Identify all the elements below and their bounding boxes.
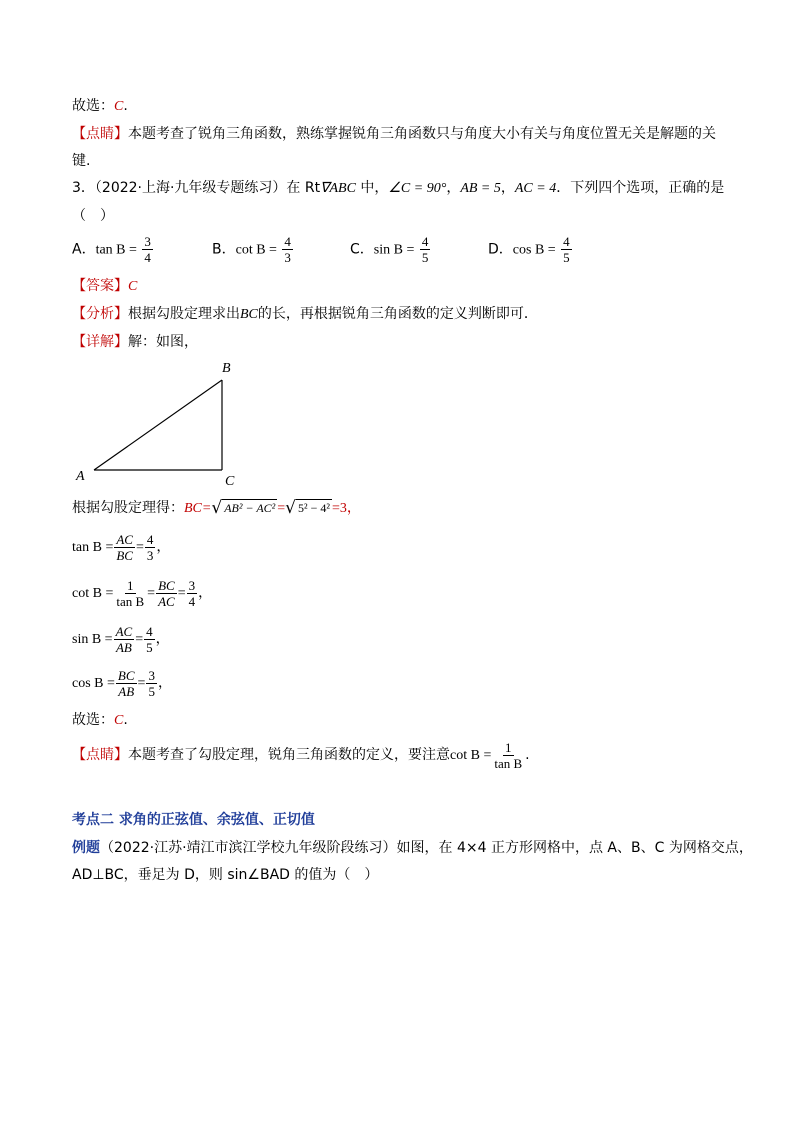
calc-fraction-3 [187,578,198,609]
numerator: AC [115,623,133,639]
denominator: 3 [284,250,291,265]
calc-cot [72,576,212,611]
equals: = [277,501,286,516]
calc-sin [72,622,170,657]
numerator: AC [116,531,133,547]
numerator: 4 [421,234,429,249]
calc-cos [72,666,172,701]
answer-value: C [114,99,124,114]
calc-fraction-2 [146,668,157,699]
numerator: 4 [146,623,153,639]
example-line2 [72,865,378,885]
answer-label: 故选： [72,98,114,114]
previous-note-line2 [72,151,90,171]
previous-answer [72,96,128,117]
denominator: 5 [148,683,155,699]
final-answer [72,710,128,731]
option-function: sin B = [373,242,415,258]
condition-ac: AC = 4 [514,181,557,196]
example-text: （2022·江苏·靖江市滨江学校九年级阶段练习）如图，在 4×4 正方形网格中，点 A、B、C 为网格交点， [100,840,753,856]
side-ab [94,380,222,470]
sqrt-expression-2: √ 5² − 4² [285,498,330,518]
calc-fraction [116,668,137,699]
equals: = [147,586,156,601]
denominator: tan B [116,593,145,609]
option-fraction [561,234,572,265]
analysis-text-cont: 的长，再根据锐角三角函数的定义判断即可． [257,306,538,322]
note-line [72,738,530,773]
equals: = [177,586,186,601]
separator: ， [446,180,461,196]
note-tag: 【点睛】 [72,747,128,763]
numerator: 3 [144,234,151,249]
example-line1 [72,838,753,858]
denominator: AB [118,683,135,699]
pythagoras-text: 根据勾股定理得： [72,500,184,516]
numerator: 4 [284,234,291,249]
condition-angle: ∠C = 90° [388,181,447,196]
numerator: 1 [505,739,512,755]
numerator: BC [117,667,135,683]
vertex-c-label: C [225,474,235,489]
calc-fraction [114,624,135,655]
calc-fraction-2 [144,624,155,655]
answer-end: . [123,98,128,114]
answer-blank: （ ） [72,208,114,224]
result: =3， [331,501,361,516]
pythagoras-line [72,498,361,519]
answer-tag: 【答案】 [72,278,128,294]
option-function: tan B = [95,242,137,258]
option-fraction [420,234,431,265]
calc-fraction [114,578,146,609]
denominator: 5 [146,639,153,655]
calc-fraction-2 [145,532,156,563]
vertex-a-label: A [76,469,85,484]
answer-end: . [123,712,128,728]
answer-label: 故选： [72,712,114,728]
note-tag: 【点睛】 [72,126,128,142]
radicand-2: 5² − 4² [298,501,330,515]
question-3-stem [72,178,724,199]
triangle-name: ∇ABC [320,181,356,196]
question-source: 3．（2022·上海·九年级专题练习）在 Rt [72,180,321,196]
condition-ab: AB = 5 [460,181,501,196]
denominator: 4 [188,593,196,609]
answer-line [72,276,137,297]
triangle-figure [72,358,252,490]
denominator: 3 [146,547,154,563]
comma: ， [155,631,170,647]
separator: ， [500,180,515,196]
numerator: 4 [563,234,570,249]
option-letter: B． [212,241,236,258]
radicand-1: AB² − AC² [224,501,276,515]
example-text-cont: AD⊥BC，垂足为 D，则 sin∠BAD 的值为（ ） [72,867,379,883]
answer-value: C [114,713,124,728]
detail-tag: 【详解】 [72,334,128,350]
analysis-text: 根据勾股定理求出 [128,306,240,322]
calc-lhs: cos B = [72,676,115,691]
note-end: . [525,747,530,763]
denominator: AB [115,639,132,655]
denominator: 5 [421,250,429,265]
previous-note-line1 [72,124,716,144]
calc-tan [72,530,170,565]
example-tag: 例题 [72,840,100,856]
section-title: 考点二 求角的正弦值、余弦值、正切值 [72,812,315,828]
calc-fraction [114,532,135,563]
equals: = [135,540,144,555]
note-fraction [492,740,524,771]
segment-bc: BC [240,307,258,322]
vertex-b-label: B [222,361,231,376]
stem-mid: 中， [355,180,389,196]
calc-fraction-2 [156,578,177,609]
analysis-line [72,304,538,325]
stem-tail: ．下列四个选项，正确的是 [556,180,725,196]
option-function: cos B = [512,242,556,258]
denominator: BC [116,547,133,563]
calc-lhs: tan B = [72,540,114,555]
analysis-tag: 【分析】 [72,306,128,322]
numerator: 4 [146,531,154,547]
option-c[interactable] [350,234,431,265]
bc-equals: BC= [184,501,212,516]
note-text: 本题考查了勾股定理，锐角三角函数的定义，要注意 [128,747,450,763]
detail-text: 解：如图， [128,334,198,350]
sqrt-expression-1: √ AB² − AC² [211,498,276,518]
denominator: AC [158,593,175,609]
numerator: BC [158,577,175,593]
numerator: 3 [148,667,155,683]
option-d[interactable] [488,234,573,265]
denominator: 4 [144,250,151,265]
numerator: 3 [188,577,196,593]
comma: ， [156,539,171,555]
option-letter: D． [488,241,513,258]
option-letter: C． [350,241,374,258]
option-fraction [142,234,153,265]
option-a[interactable] [72,234,154,265]
comma: ， [198,585,213,601]
option-letter: A． [72,241,96,258]
option-fraction [282,234,293,265]
answer-value: C [128,279,138,294]
denominator: 5 [563,250,570,265]
note-text-cont: 键. [72,153,91,169]
comma: ， [157,675,172,691]
detail-line [72,332,198,352]
option-b[interactable] [212,234,294,265]
calc-lhs: sin B = [72,632,113,647]
numerator: 1 [127,577,134,593]
equals: = [135,632,144,647]
equals: = [137,676,146,691]
denominator: tan B [494,755,523,771]
question-3-paren [72,206,114,226]
note-text: 本题考查了锐角三角函数，熟练掌握锐角三角函数只与角度大小有关与角度位置无关是解题的关 [128,126,716,142]
note-function: cot B = [450,748,492,763]
calc-lhs: cot B = [72,586,114,601]
option-function: cot B = [235,242,277,258]
